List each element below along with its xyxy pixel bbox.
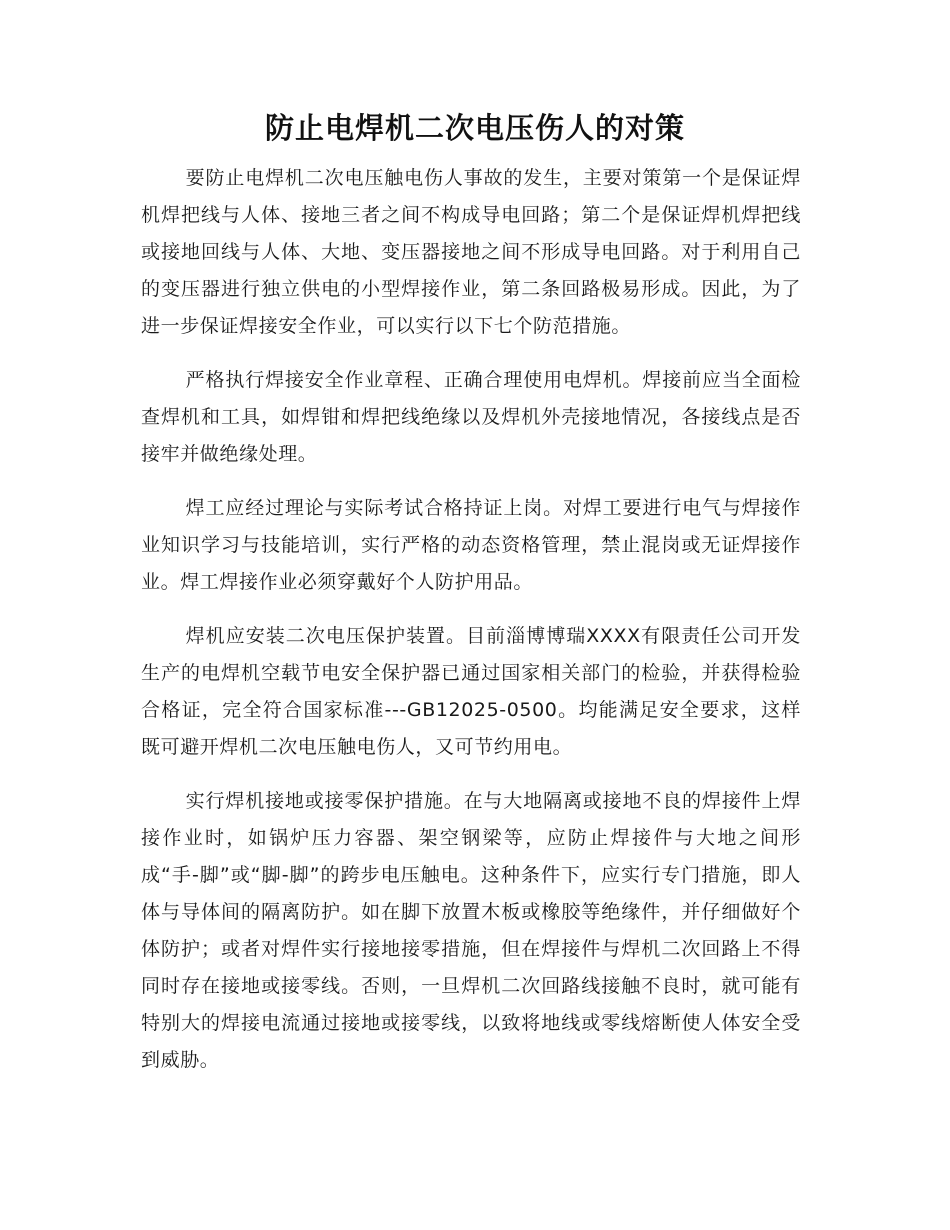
paragraph-intro: 要防止电焊机二次电压触电伤人事故的发生，主要对策第一个是保证焊机焊把线与人体、接地三者之间不构成导电回路；第二个是保证焊机焊把线或接地回线与人体、大地、变压器接地之间不形成导电回路。对于利用自己的变压器进行独立供电的小型焊接作业，第二条回路极易形成。因此，为了进一步保证焊接安全作业，可以实行以下七个防范措施。	[141, 167, 801, 337]
paragraph-measure-4: 实行焊机接地或接零保护措施。在与大地隔离或接地不良的焊接件上焊接作业时，如锅炉压力容器、架空钢梁等，应防止焊接件与大地之间形成“手-脚”或“脚-脚”的跨步电压触电。这种条件下，应实行专门措施，即人体与导体间的隔离防护。如在脚下放置木板或橡胶等绝缘件，并仔细做好个体防护；或者对焊件实行接地接零措施，但在焊接件与焊机二次回路上不得同时存在接地或接零线。否则，一旦焊机二次回路线接触不良时，就可能有特别大的焊接电流通过接地或接零线，以致将地线或零线熔断使人体安全受到威胁。	[141, 790, 801, 1071]
paragraph-measure-1: 严格执行焊接安全作业章程、正确合理使用电焊机。焊接前应当全面检查焊机和工具，如焊钳和焊把线绝缘以及焊机外壳接地情况，各接线点是否接牢并做绝缘处理。	[141, 369, 801, 465]
document-title: 防止电焊机二次电压伤人的对策	[264, 111, 685, 145]
paragraph-measure-2: 焊工应经过理论与实际考试合格持证上岗。对焊工要进行电气与焊接作业知识学习与技能培训，实行严格的动态资格管理，禁止混岗或无证焊接作业。焊工焊接作业必须穿戴好个人防护用品。	[141, 497, 801, 593]
paragraph-measure-3: 焊机应安装二次电压保护装置。目前淄博博瑞XXXX有限责任公司开发生产的电焊机空载节电安全保护器已通过国家相关部门的检验，并获得检验合格证，完全符合国家标准---GB12025-0500。均能满足安全要求，这样既可避开焊机二次电压触电伤人，又可节约用电。	[141, 625, 801, 758]
document-body	[141, 160, 801, 1096]
